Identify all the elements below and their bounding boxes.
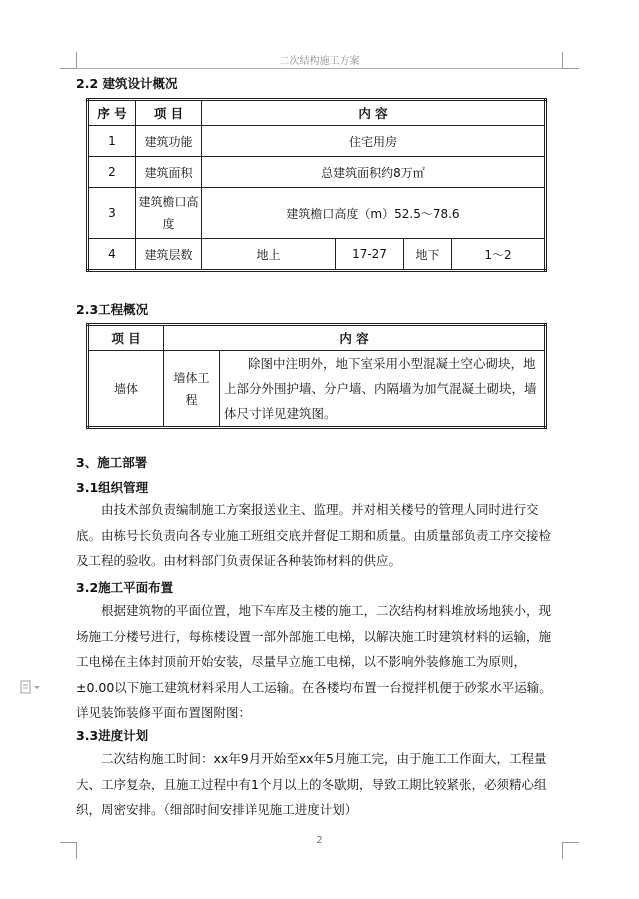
row-item: 建筑功能 xyxy=(136,126,202,157)
section-3-title: 3、施工部署 xyxy=(76,455,148,470)
document-dropdown-icon xyxy=(20,680,42,694)
header-item: 项 目 xyxy=(136,100,202,126)
header-divider xyxy=(76,68,562,69)
row-number: 1 xyxy=(88,126,136,157)
table-row xyxy=(88,157,546,188)
row-content: 住宅用房 xyxy=(202,126,546,157)
row-content: 建筑檐口高度（m）52.5～78.6 xyxy=(202,188,546,239)
header-content: 内 容 xyxy=(164,325,546,351)
building-design-table xyxy=(86,98,547,272)
row-number: 3 xyxy=(88,188,136,239)
row-below-ground-value: 1～2 xyxy=(452,239,546,271)
table-row xyxy=(88,351,546,428)
row-above-ground-label: 地上 xyxy=(202,239,336,271)
table-row xyxy=(88,126,546,157)
section-3-3-title: 3.3进度计划 xyxy=(76,728,149,743)
row-content: 除图中注明外，地下室采用小型混凝土空心砌块，地上部分外围护墙、分户墙、内隔墙为加气混凝土砌块，墙体尺寸详见建筑图。 xyxy=(220,351,546,428)
row-item: 建筑檐口高度 xyxy=(136,188,202,239)
page-number: 2 xyxy=(316,835,323,846)
project-overview-table xyxy=(86,323,547,429)
row-number: 4 xyxy=(88,239,136,271)
paragraph-organization: 由技术部负责编制施工方案报送业主、监理。并对相关楼号的管理人同时进行交底。由栋号长负责向各专业施工班组交底并督促工期和质量。由质量部负责工序交接检及工程的验收。由材料部门负责保证各种装饰材料的供应。 xyxy=(76,502,552,568)
row-item: 建筑面积 xyxy=(136,157,202,188)
section-2-3-title: 2.3工程概况 xyxy=(76,302,149,317)
row-subitem: 墙体工程 xyxy=(164,351,220,428)
row-below-ground-label: 地下 xyxy=(404,239,452,271)
row-number: 2 xyxy=(88,157,136,188)
paragraph-schedule: 二次结构施工时间：xx年9月开始至xx年5月施工完，由于施工工作面大，工程量大、工序复杂，且施工过程中有1个月以上的冬歇期，导致工期比较紧张，必须精心组织，周密安排。（细部时间安排详见施工进度计划） xyxy=(76,751,547,817)
row-content: 总建筑面积约8万㎡ xyxy=(202,157,546,188)
section-2-2-title: 2.2 建筑设计概况 xyxy=(76,76,178,91)
document-icon[interactable] xyxy=(20,680,42,698)
table-row xyxy=(88,188,546,239)
page-header-title: 二次结构施工方案 xyxy=(279,56,360,67)
header-content: 内 容 xyxy=(202,100,546,126)
section-3-1-title: 3.1组织管理 xyxy=(76,480,149,495)
section-3-2-title: 3.2施工平面布置 xyxy=(76,580,174,595)
row-above-ground-value: 17-27 xyxy=(336,239,404,271)
header-number: 序 号 xyxy=(88,100,136,126)
header-item: 项 目 xyxy=(88,325,164,351)
row-item: 墙体 xyxy=(88,351,164,428)
table-row xyxy=(88,239,546,271)
row-item: 建筑层数 xyxy=(136,239,202,271)
paragraph-site-layout: 根据建筑物的平面位置，地下车库及主楼的施工，二次结构材料堆放场地狭小，现场施工分楼号进行，每栋楼设置一部外部施工电梯，以解决施工时建筑材料的运输，施工电梯在主体封顶前开始安装，尽量早立施工电梯，以不影响外装修施工为原则，±0.00以下施工建筑材料采用人工运输。在各楼均布置一台搅拌机便于砂浆水平运输。详见装饰装修平面布置图附图： xyxy=(76,603,552,720)
